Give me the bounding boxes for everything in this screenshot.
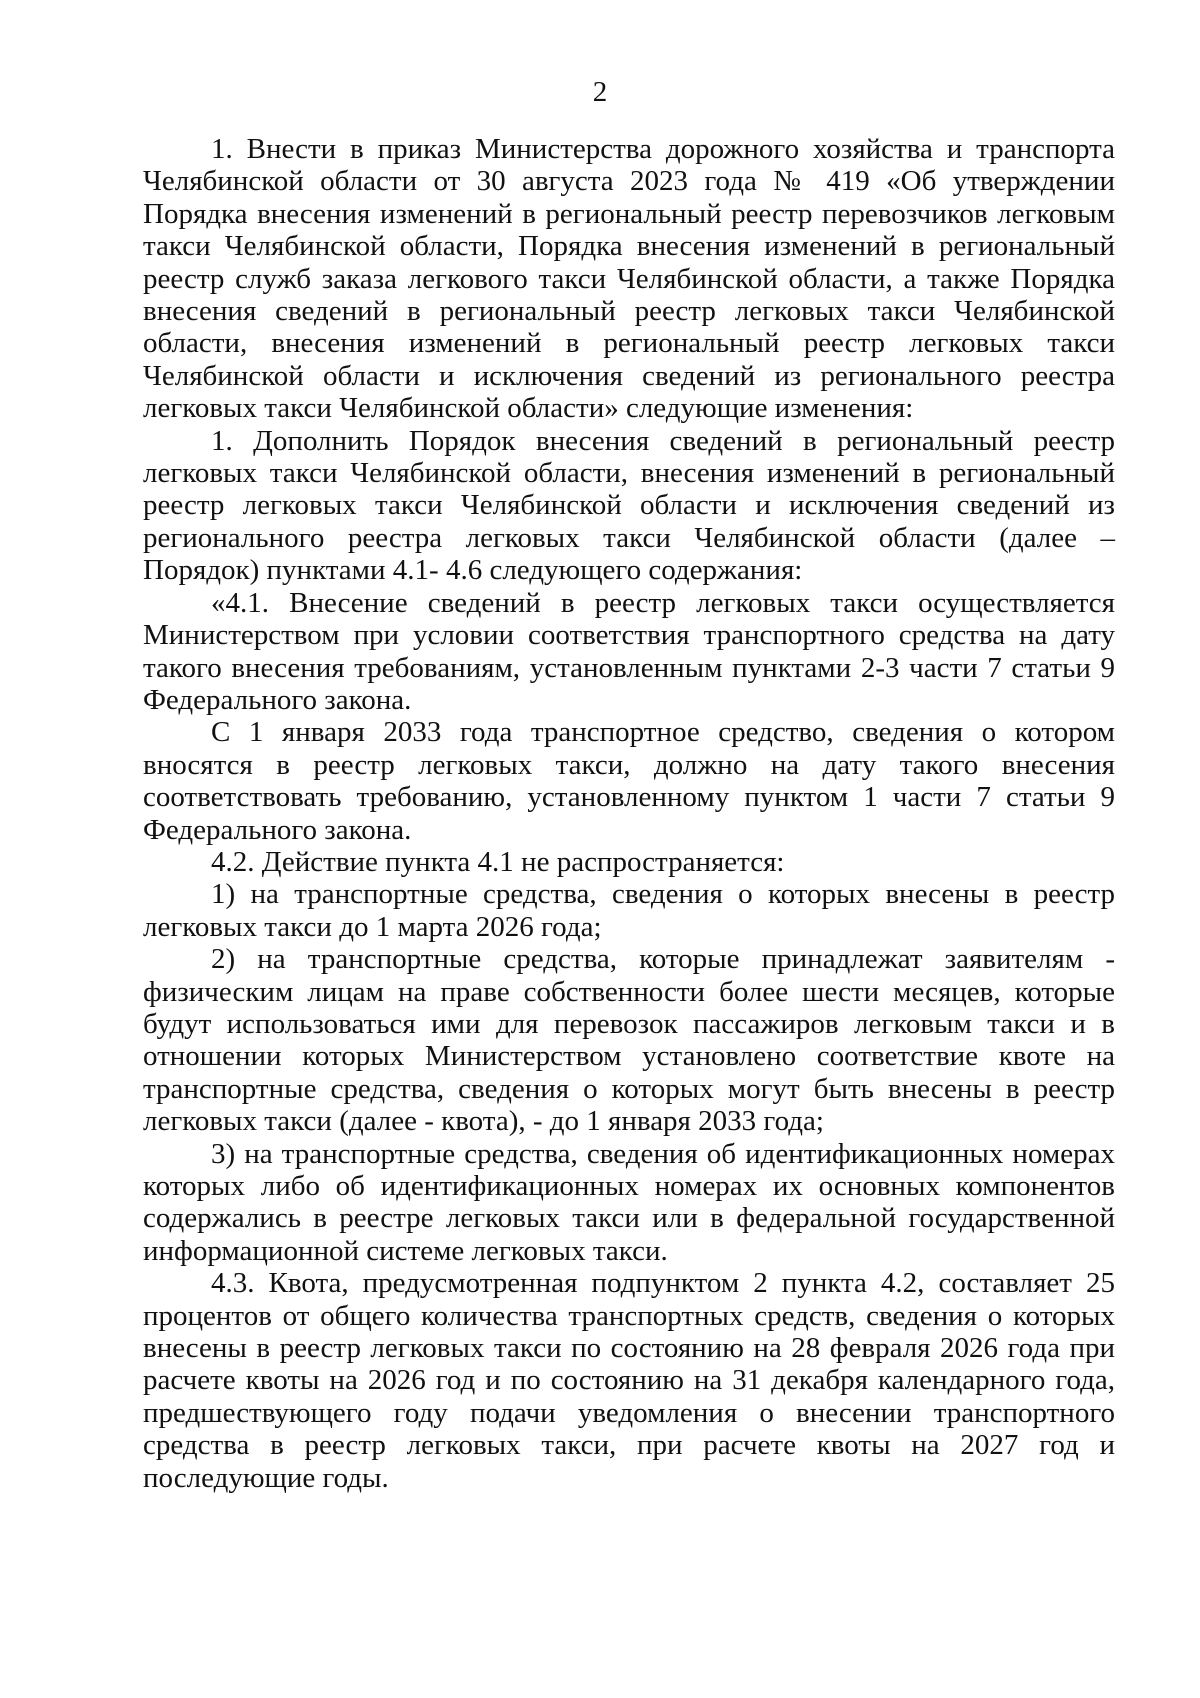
paragraph-subitem-2: 2) на транспортные средства, которые принадлежат заявителям - физическим лицам на праве собственности более шести месяцев, которые будут использоваться ими для перевозок пассажиров легковым такси и в отношении которых Министерством установлено соответствие квоте на транспортные средства, сведения о которых могут быть внесены в реестр легковых такси (далее - квота), - до 1 января 2033 года;: [143, 943, 1115, 1138]
paragraph-item-4-1: «4.1. Внесение сведений в реестр легковых такси осуществляется Министерством при условии соответствия транспортного средства на дату такого внесения требованиям, установленным пунктами 2-3 части 7 статьи 9 Федерального закона.: [143, 586, 1115, 716]
paragraph-subitem-1: 1) на транспортные средства, сведения о которых внесены в реестр легковых такси до 1 марта 2026 года;: [143, 878, 1115, 943]
document-body: [143, 133, 1115, 1494]
paragraph-item-4-3: 4.3. Квота, предусмотренная подпунктом 2 пункта 4.2, составляет 25 процентов от общего количества транспортных средств, сведения о которых внесены в реестр легковых такси по состоянию на 28 февраля 2026 года при расчете квоты на 2026 год и по состоянию на 31 декабря календарного года, предшествующего году подачи уведомления о внесении транспортного средства в реестр легковых такси, при расчете квоты на 2027 год и последующие годы.: [143, 1267, 1115, 1494]
paragraph-supplement-procedure: 1. Дополнить Порядок внесения сведений в региональный реестр легковых такси Челябинской области, внесения изменений в региональный реестр легковых такси Челябинской области и исключения сведений из регионального реестра легковых такси Челябинской области (далее – Порядок) пунктами 4.1- 4.6 следующего содержания:: [143, 424, 1115, 587]
page-number: 2: [592, 76, 608, 108]
paragraph-item-4-2: 4.2. Действие пункта 4.1 не распространяется:: [211, 845, 785, 878]
paragraph-subitem-3: 3) на транспортные средства, сведения об идентификационных номерах которых либо об идентификационных номерах их основных компонентов содержались в реестре легковых такси или в федеральной государственной информационной системе легковых такси.: [143, 1137, 1115, 1267]
paragraph-2033-requirement: С 1 января 2033 года транспортное средство, сведения о котором вносятся в реестр легковых такси, должно на дату такого внесения соответствовать требованию, установленному пунктом 1 части 7 статьи 9 Федерального закона.: [143, 716, 1115, 846]
paragraph-amend-order: 1. Внести в приказ Министерства дорожного хозяйства и транспорта Челябинской области от 30 августа 2023 года № 419 «Об утверждении Порядка внесения изменений в региональный реестр перевозчиков легковым такси Челябинской области, Порядка внесения изменений в региональный реестр служб заказа легкового такси Челябинской области, а также Порядка внесения сведений в региональный реестр легковых такси Челябинской области, внесения изменений в региональный реестр легковых такси Челябинской области и исключения сведений из регионального реестра легковых такси Челябинской области» следующие изменения:: [143, 133, 1115, 425]
